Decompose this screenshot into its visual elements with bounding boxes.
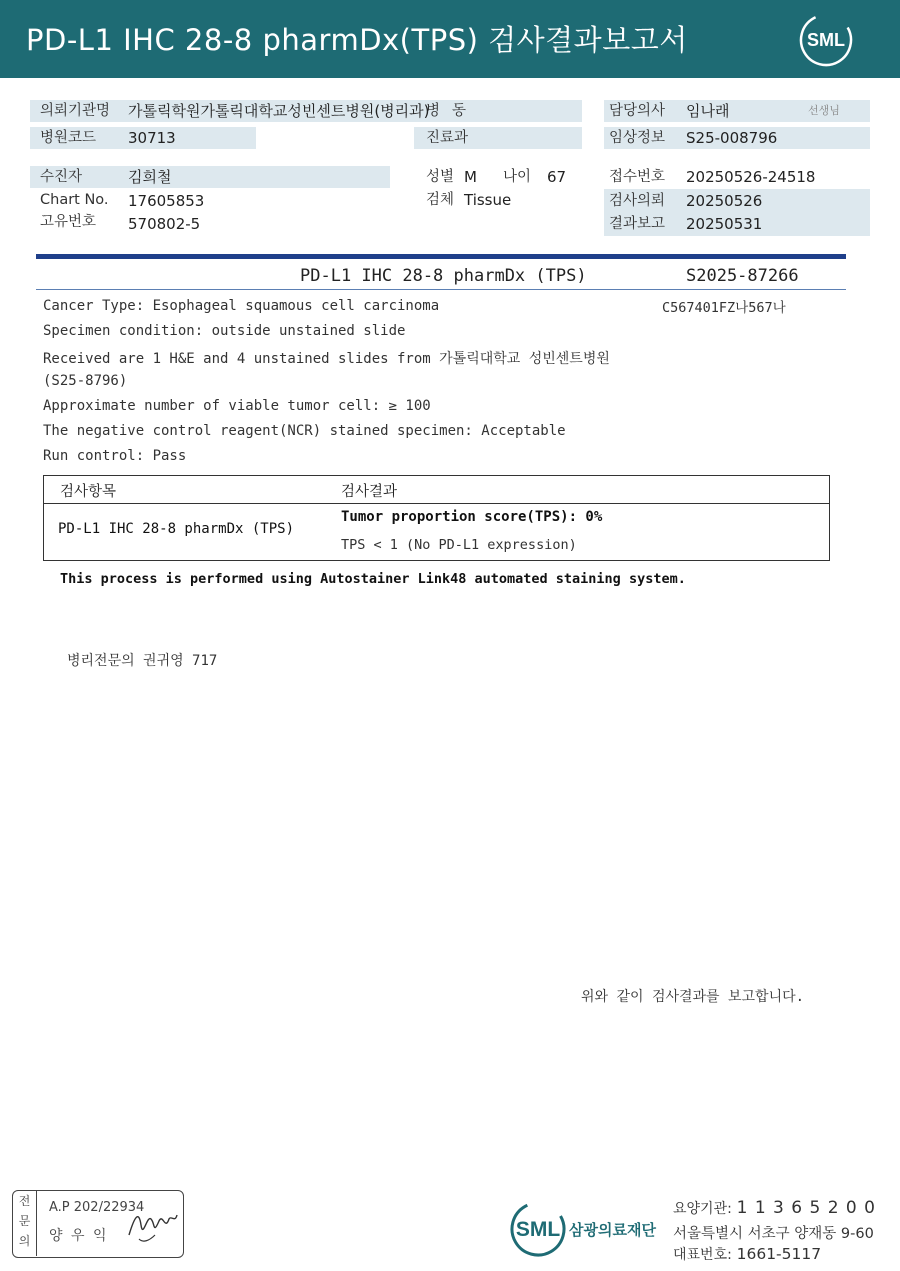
pathologist-stamp: [12, 1190, 184, 1258]
result-interpretation: TPS < 1 (No PD-L1 expression): [341, 537, 577, 553]
sml-logo-text: SML: [807, 30, 845, 50]
phone-label: 대표번호:: [673, 1247, 732, 1263]
report-line: (S25-8796): [43, 373, 128, 389]
specimen-label: 검체: [426, 192, 455, 208]
process-note: This process is performed using Autostainer Link48 automated staining system.: [60, 571, 686, 587]
hospital-code-label: 병원코드: [40, 130, 97, 146]
page-header: [0, 0, 900, 78]
stamp-side-label: [13, 1191, 37, 1256]
info-bar-patient: [30, 166, 390, 188]
sml-logo-icon: [798, 12, 854, 68]
code-value: 1 1 3 6 5 2 0 0: [736, 1198, 876, 1218]
phone: [673, 1244, 821, 1264]
receipt-label: 접수번호: [609, 169, 666, 185]
stamp-side-char: 의: [18, 1234, 31, 1248]
report-number: S2025-87266: [686, 266, 799, 286]
report-title-rule: [36, 289, 846, 290]
chart-value: 17605853: [128, 192, 205, 210]
clinical-label: 임상정보: [609, 130, 666, 146]
stamp-side-char: 문: [18, 1214, 31, 1228]
pathologist: 병리전문의 권귀영 717: [67, 653, 218, 669]
report-line: Cancer Type: Esophageal squamous cell carcinoma: [43, 298, 440, 314]
doctor-suffix: 선생님: [808, 104, 840, 117]
stamp-side-char: 전: [18, 1194, 31, 1208]
report-line: Run control: Pass: [43, 448, 187, 464]
sex-label: 성별: [426, 169, 455, 185]
patient-value: 김희철: [128, 168, 172, 186]
report-title: PD-L1 IHC 28-8 pharmDx (TPS): [300, 266, 587, 286]
dept-label: 진료과: [426, 130, 469, 146]
foundation-name: 삼광의료재단: [569, 1221, 656, 1239]
report-top-rule: [36, 254, 846, 259]
stamp-name: 양 우 익: [49, 1228, 109, 1244]
report-line: Approximate number of viable tumor cell: ≥ 100: [43, 398, 431, 414]
result-score: Tumor proportion score(TPS): 0%: [341, 509, 603, 525]
closing-statement: 위와 같이 검사결과를 보고합니다.: [581, 989, 805, 1005]
report-line: The negative control reagent(NCR) stained specimen: Acceptable: [43, 423, 566, 439]
sml-footer-logo-icon: [508, 1200, 568, 1258]
sex-value: M: [464, 168, 477, 186]
doctor-value: 임나래: [686, 102, 730, 120]
code-label: 요양기관:: [673, 1201, 732, 1217]
phone-value: 1661-5117: [736, 1245, 822, 1263]
page-title: PD-L1 IHC 28-8 pharmDx(TPS) 검사결과보고서: [26, 23, 688, 57]
result-table: [43, 475, 830, 561]
ward-value: 동: [452, 103, 467, 119]
col-result-header: 검사결과: [341, 484, 398, 500]
patient-label: 수진자: [40, 169, 83, 185]
report-value: 20250531: [686, 215, 763, 233]
sml-footer-logo-text: SML: [515, 1218, 561, 1241]
clinical-value: S25-008796: [686, 129, 778, 147]
stamp-id: A.P 202/22934: [49, 1200, 145, 1215]
receipt-value: 20250526-24518: [686, 168, 816, 186]
chart-label: Chart No.: [40, 192, 109, 208]
request-value: 20250526: [686, 192, 763, 210]
signature-icon: [125, 1205, 181, 1245]
report-line: Specimen condition: outside unstained slide: [43, 323, 406, 339]
specimen-value: Tissue: [464, 191, 512, 209]
result-item: PD-L1 IHC 28-8 pharmDx (TPS): [58, 521, 295, 537]
request-label: 검사의뢰: [609, 193, 666, 209]
result-table-header: [44, 476, 829, 504]
ward-label: 병: [426, 103, 441, 119]
age-value: 67: [547, 168, 567, 186]
report-label: 결과보고: [609, 216, 666, 232]
id-label: 고유번호: [40, 214, 97, 230]
institution-label: 의뢰기관명: [40, 103, 111, 119]
id-value: 570802-5: [128, 215, 201, 233]
institution-value: 가톨릭학원가톨릭대학교성빈센트병원(병리과): [128, 102, 430, 120]
report-line: Received are 1 H&E and 4 unstained slides from 가톨릭대학교 성빈센트병원: [43, 351, 610, 367]
col-item-header: 검사항목: [60, 484, 117, 500]
age-label: 나이: [503, 169, 532, 185]
address: 서울특별시 서초구 양재동 9-60: [673, 1226, 874, 1242]
doctor-label: 담당의사: [609, 103, 666, 119]
report-code: C567401FZ나567나: [662, 300, 786, 316]
hospital-code-value: 30713: [128, 129, 176, 147]
institution-code: [673, 1198, 876, 1218]
